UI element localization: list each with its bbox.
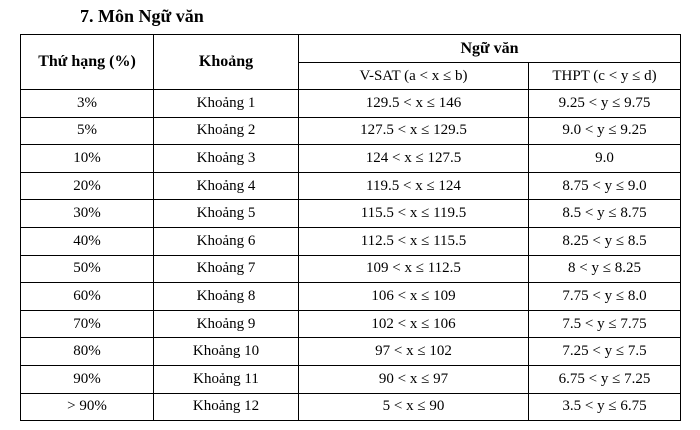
table-row (21, 117, 681, 145)
cell-range: Khoảng 11 (154, 365, 299, 393)
cell-rank: 90% (21, 365, 154, 393)
cell-rank: 3% (21, 90, 154, 118)
cell-thpt: 6.75 < y ≤ 7.25 (529, 365, 681, 393)
table-row (21, 172, 681, 200)
section-heading: 7. Môn Ngữ văn (80, 6, 204, 26)
table-row (21, 338, 681, 366)
cell-thpt: 8.75 < y ≤ 9.0 (529, 172, 681, 200)
cell-thpt: 7.5 < y ≤ 7.75 (529, 310, 681, 338)
cell-range: Khoảng 10 (154, 338, 299, 366)
header-vsat: V-SAT (a < x ≤ b) (299, 63, 529, 90)
table-row (21, 90, 681, 118)
cell-rank: 70% (21, 310, 154, 338)
cell-rank: > 90% (21, 393, 154, 421)
cell-rank: 30% (21, 200, 154, 228)
cell-range: Khoảng 6 (154, 227, 299, 255)
cell-vsat: 119.5 < x ≤ 124 (299, 172, 529, 200)
table-row (21, 255, 681, 283)
cell-rank: 60% (21, 283, 154, 311)
cell-vsat: 97 < x ≤ 102 (299, 338, 529, 366)
cell-range: Khoảng 1 (154, 90, 299, 118)
cell-thpt: 8.25 < y ≤ 8.5 (529, 227, 681, 255)
cell-range: Khoảng 4 (154, 172, 299, 200)
cell-rank: 20% (21, 172, 154, 200)
table-row (21, 145, 681, 173)
cell-thpt: 7.75 < y ≤ 8.0 (529, 283, 681, 311)
conversion-table (20, 34, 681, 421)
cell-range: Khoảng 2 (154, 117, 299, 145)
header-range: Khoảng (154, 35, 299, 90)
header-subject-group: Ngữ văn (299, 35, 681, 63)
cell-thpt: 7.25 < y ≤ 7.5 (529, 338, 681, 366)
cell-vsat: 109 < x ≤ 112.5 (299, 255, 529, 283)
cell-range: Khoảng 7 (154, 255, 299, 283)
table-row (21, 227, 681, 255)
cell-vsat: 115.5 < x ≤ 119.5 (299, 200, 529, 228)
cell-thpt: 9.0 < y ≤ 9.25 (529, 117, 681, 145)
cell-vsat: 106 < x ≤ 109 (299, 283, 529, 311)
cell-thpt: 8.5 < y ≤ 8.75 (529, 200, 681, 228)
cell-rank: 5% (21, 117, 154, 145)
cell-vsat: 112.5 < x ≤ 115.5 (299, 227, 529, 255)
table-row (21, 310, 681, 338)
header-rank: Thứ hạng (%) (21, 35, 154, 90)
cell-range: Khoảng 8 (154, 283, 299, 311)
cell-vsat: 102 < x ≤ 106 (299, 310, 529, 338)
cell-vsat: 124 < x ≤ 127.5 (299, 145, 529, 173)
cell-thpt: 9.0 (529, 145, 681, 173)
table-row (21, 200, 681, 228)
cell-range: Khoảng 5 (154, 200, 299, 228)
cell-vsat: 90 < x ≤ 97 (299, 365, 529, 393)
table-row (21, 283, 681, 311)
cell-range: Khoảng 3 (154, 145, 299, 173)
table-row (21, 365, 681, 393)
cell-rank: 80% (21, 338, 154, 366)
cell-vsat: 129.5 < x ≤ 146 (299, 90, 529, 118)
cell-rank: 10% (21, 145, 154, 173)
table-row (21, 393, 681, 421)
cell-thpt: 3.5 < y ≤ 6.75 (529, 393, 681, 421)
cell-thpt: 8 < y ≤ 8.25 (529, 255, 681, 283)
cell-vsat: 127.5 < x ≤ 129.5 (299, 117, 529, 145)
cell-thpt: 9.25 < y ≤ 9.75 (529, 90, 681, 118)
cell-vsat: 5 < x ≤ 90 (299, 393, 529, 421)
cell-range: Khoảng 12 (154, 393, 299, 421)
cell-range: Khoảng 9 (154, 310, 299, 338)
cell-rank: 40% (21, 227, 154, 255)
header-thpt: THPT (c < y ≤ d) (529, 63, 681, 90)
cell-rank: 50% (21, 255, 154, 283)
